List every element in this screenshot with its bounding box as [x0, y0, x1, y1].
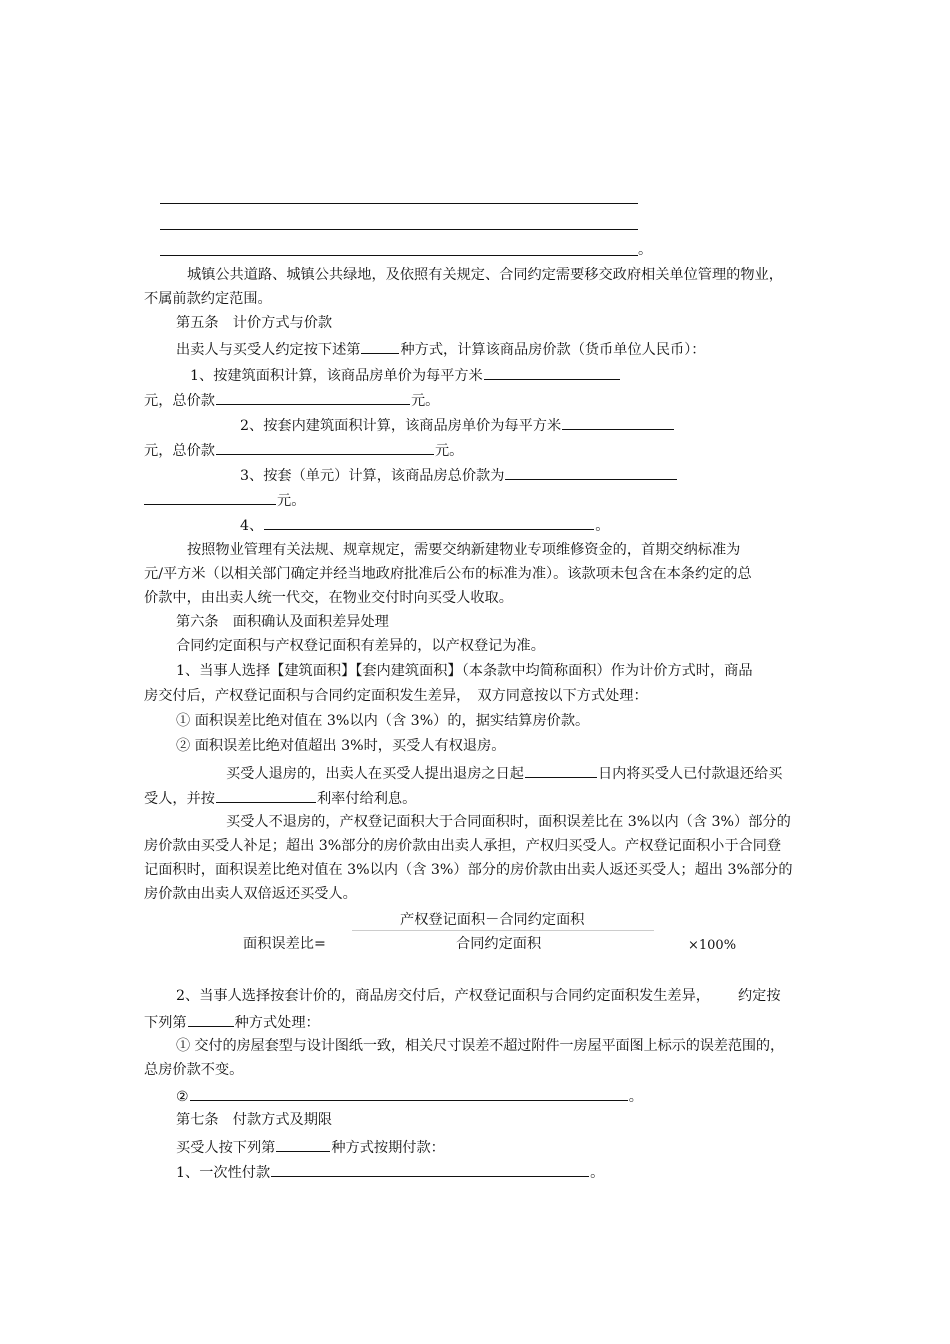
- pricing-method-2-total: 元，总价款 元。: [144, 439, 463, 459]
- fill-blank[interactable]: [562, 414, 674, 430]
- fill-blank[interactable]: [144, 489, 276, 505]
- fill-blank[interactable]: [216, 787, 316, 803]
- paragraph-line: 买受人不退房的，产权登记面积大于合同面积时，面积误差比在 3%以内（含 3%）部分的: [226, 814, 791, 830]
- formula-numerator: 产权登记面积－合同约定面积: [400, 912, 585, 928]
- paragraph-line: 总房价款不变。: [144, 1062, 244, 1078]
- paragraph-line: 受人，并按 利率付给利息。: [144, 787, 416, 807]
- fill-blank[interactable]: [525, 762, 597, 778]
- pricing-method-1: 1、按建筑面积计算，该商品房单价为每平方米: [190, 364, 621, 384]
- paragraph-line: 合同约定面积与产权登记面积有差异的，以产权登记为准。: [176, 638, 545, 654]
- blank-line: [160, 203, 638, 204]
- option-item: ① 面积误差比绝对值在 3%以内（含 3%）的，据实结算房价款。: [176, 713, 590, 729]
- pricing-method-3-cont: 元。: [144, 489, 305, 509]
- fill-blank[interactable]: [271, 1161, 589, 1177]
- option-item: ② 。: [176, 1085, 643, 1105]
- paragraph-line: 按照物业管理有关法规、规章规定，需要交纳新建物业专项维修资金的，首期交纳标准为: [187, 542, 741, 558]
- paragraph-line: 不属前款约定范围。: [144, 291, 272, 307]
- pricing-method-3: 3、按套（单元）计算，该商品房总价款为: [240, 464, 678, 484]
- paragraph-line: 出卖人与买受人约定按下述第 种方式，计算该商品房价款（货币单位人民币）：: [176, 338, 705, 358]
- article-heading: 第五条 计价方式与价款: [176, 315, 333, 331]
- fill-blank[interactable]: [190, 1085, 628, 1101]
- paragraph-line: 下列第 种方式处理：: [144, 1011, 320, 1031]
- option-item: ② 面积误差比绝对值超出 3%时，买受人有权退房。: [176, 738, 506, 754]
- paragraph-line: 元/平方米（以相关部门确定并经当地政府批准后公布的标准为准）。该款项未包含在本条约定的总: [144, 566, 752, 582]
- fill-blank[interactable]: [505, 464, 677, 480]
- paragraph-line: 房交付后，产权登记面积与合同约定面积发生差异， 双方同意按以下方式处理：: [144, 688, 648, 704]
- paragraph-line: 价款中，由出卖人统一代交，在物业交付时向买受人收取。: [144, 590, 513, 606]
- pricing-method-2: 2、按套内建筑面积计算，该商品房单价为每平方米: [240, 414, 675, 434]
- fill-blank[interactable]: [276, 1136, 330, 1152]
- formula-multiplier: ×100%: [688, 938, 737, 953]
- payment-option-1: 1、一次性付款 。: [176, 1161, 604, 1181]
- blank-line: [160, 255, 638, 256]
- fill-blank[interactable]: [216, 439, 434, 455]
- formula-fraction-bar: [352, 930, 654, 931]
- paragraph-line: 记面积时，面积误差比绝对值在 3%以内（含 3%）部分的房价款由出卖人返还买受人；超出 3%部分的: [144, 862, 793, 878]
- blank-line: [160, 229, 638, 230]
- pricing-method-4: 4、 。: [240, 514, 609, 534]
- fill-blank[interactable]: [216, 389, 410, 405]
- option-item: ① 交付的房屋套型与设计图纸一致，相关尺寸误差不超过附件一房屋平面图上标示的误差范围的，: [176, 1038, 784, 1054]
- paragraph-line: 房价款由出卖人双倍返还买受人。: [144, 886, 357, 902]
- blank-line-end-mark: 。: [638, 242, 653, 258]
- paragraph-line: 1、当事人选择【建筑面积】【套内建筑面积】（本条款中均简称面积）作为计价方式时，商品: [176, 663, 753, 679]
- pricing-method-1-total: 元，总价款 元。: [144, 389, 439, 409]
- paragraph-line: 房价款由买受人补足；超出 3%部分的房价款由出卖人承担，产权归买受人。产权登记面积小于合同登: [144, 838, 782, 854]
- paragraph-line: 2、当事人选择按套计价的，商品房交付后，产权登记面积与合同约定面积发生差异， 约定按: [176, 988, 781, 1004]
- paragraph-line: 买受人退房的，出卖人在买受人提出退房之日起 日内将买受人已付款退还给买: [226, 762, 782, 782]
- article-heading: 第六条 面积确认及面积差异处理: [176, 614, 389, 630]
- fill-blank[interactable]: [361, 338, 399, 354]
- formula-label: 面积误差比=: [243, 936, 326, 952]
- fill-blank[interactable]: [484, 364, 620, 380]
- paragraph-line: 买受人按下列第 种方式按期付款：: [176, 1136, 445, 1156]
- fill-blank[interactable]: [264, 514, 594, 530]
- fill-blank[interactable]: [188, 1011, 234, 1027]
- article-heading: 第七条 付款方式及期限: [176, 1112, 333, 1128]
- paragraph-line: 城镇公共道路、城镇公共绿地，及依照有关规定、合同约定需要移交政府相关单位管理的物业，: [187, 267, 783, 283]
- formula-denominator: 合同约定面积: [456, 936, 542, 952]
